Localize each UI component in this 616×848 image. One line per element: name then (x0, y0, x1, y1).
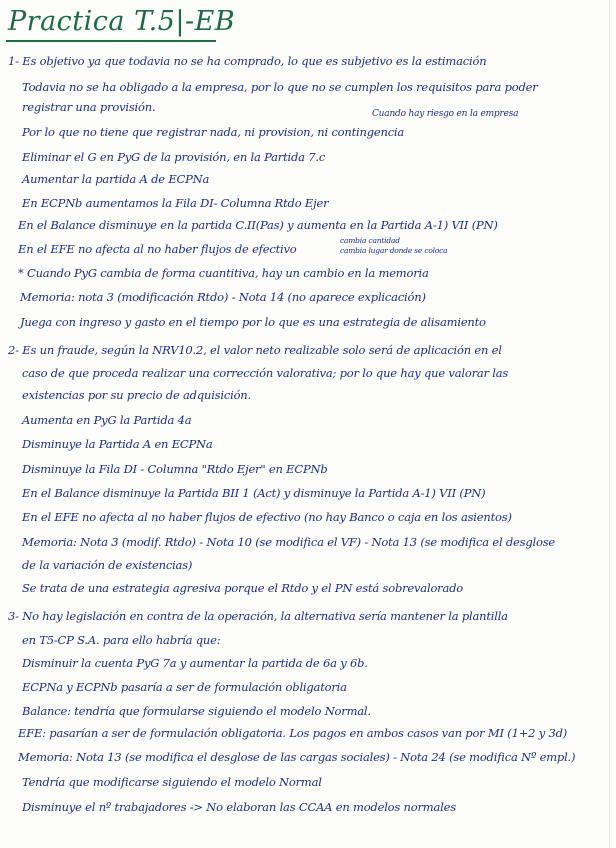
text-line: Juega con ingreso y gasto en el tiempo por lo que es una estrategia de alisamiento (20, 315, 486, 329)
margin-note: Cuando hay riesgo en la empresa (372, 109, 519, 119)
text-line: existencias por su precio de adquisición. (22, 388, 251, 402)
title-underline (6, 40, 216, 42)
text-line: Memoria: Nota 13 (se modifica el desglose de las cargas sociales) - Nota 24 (se modifica Nº empl.) (18, 750, 576, 764)
text-line: de la variación de existencias) (22, 558, 193, 572)
text-line: En el Balance disminuye la Partida BII 1 (Act) y disminuye la Partida A-1) VII (PN) (22, 486, 486, 500)
text-line: Se trata de una estrategia agresiva porque el Rtdo y el PN está sobrevalorado (22, 581, 464, 595)
text-line: Disminuye la Fila DI - Columna "Rtdo Ejer" en ECPNb (22, 462, 328, 476)
text-line: Balance: tendría que formularse siguiendo el modelo Normal. (22, 704, 371, 718)
text-line: 2- Es un fraude, según la NRV10.2, el valor neto realizable solo será de aplicación en el (8, 343, 502, 357)
text-line: Todavia no se ha obligado a la empresa, por lo que no se cumplen los requisitos para poder (22, 80, 538, 94)
text-line: En el EFE no afecta al no haber flujos de efectivo (18, 242, 297, 256)
text-line: 1- Es objetivo ya que todavia no se ha comprado, lo que es subjetivo es la estimación (8, 54, 487, 68)
text-line: 3- No hay legislación en contra de la operación, la alternativa sería mantener la plantilla (8, 609, 508, 623)
text-line: Disminuye la Partida A en ECPNa (22, 437, 213, 451)
text-line: Disminuye el nº trabajadores -> No elaboran las CCAA en modelos normales (22, 800, 456, 814)
text-line: ECPNa y ECPNb pasaría a ser de formulación obligatoria (22, 680, 347, 694)
text-line: Eliminar el G en PyG de la provisión, en la Partida 7.c (22, 150, 326, 164)
text-line: Por lo que no tiene que registrar nada, ni provision, ni contingencia (22, 125, 405, 139)
text-line: * Cuando PyG cambia de forma cuantitiva, hay un cambio en la memoria (18, 266, 429, 280)
text-line: En el EFE no afecta al no haber flujos de efectivo (no hay Banco o caja en los asientos) (22, 510, 512, 524)
page-edge (609, 0, 610, 848)
page-title: Practica T.5|-EB (8, 6, 236, 37)
text-line: En el Balance disminuye en la partida C.II(Pas) y aumenta en la Partida A-1) VII (PN) (18, 218, 498, 232)
text-line: Memoria: Nota 3 (modif. Rtdo) - Nota 10 (se modifica el VF) - Nota 13 (se modifica el desglose (22, 535, 556, 549)
margin-note: cambia lugar donde se coloca (340, 246, 448, 255)
text-line: en T5-CP S.A. para ello habría que: (22, 633, 221, 647)
text-line: EFE: pasarían a ser de formulación obligatoria. Los pagos en ambos casos van por MI (1+2 y 3d) (18, 726, 568, 740)
margin-note: cambia cantidad (340, 236, 400, 245)
text-line: Memoria: nota 3 (modificación Rtdo) - Nota 14 (no aparece explicación) (20, 290, 426, 304)
text-line: Aumenta en PyG la Partida 4a (22, 413, 192, 427)
text-line: Aumentar la partida A de ECPNa (22, 172, 210, 186)
text-line: Tendría que modificarse siguiendo el modelo Normal (22, 775, 322, 789)
text-line: En ECPNb aumentamos la Fila DI- Columna Rtdo Ejer (22, 196, 329, 210)
text-line: Disminuir la cuenta PyG 7a y aumentar la partida de 6a y 6b. (22, 656, 368, 670)
text-line: registrar una provisión. (22, 100, 156, 114)
text-line: caso de que proceda realizar una corrección valorativa; por lo que hay que valorar las (22, 366, 509, 380)
